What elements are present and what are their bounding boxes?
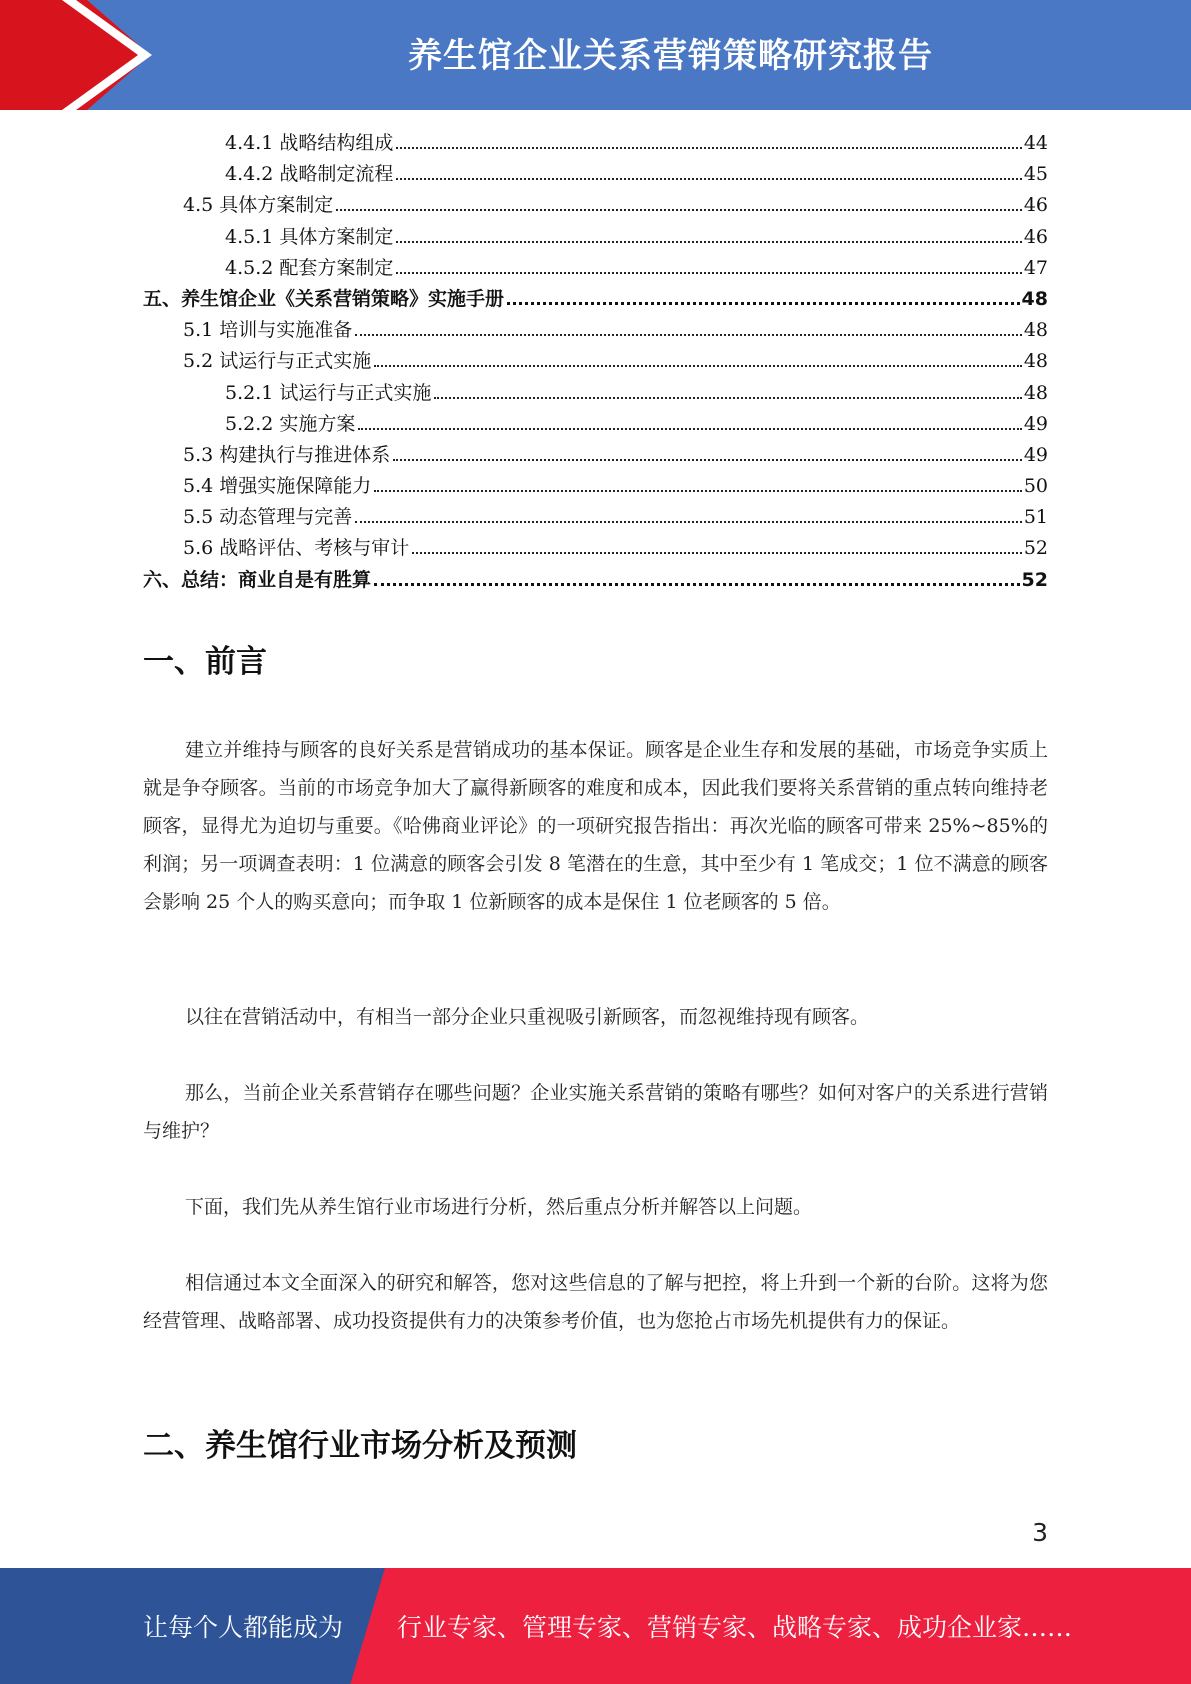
toc-entry-page: 45	[1023, 163, 1048, 186]
preface-paragraph-4: 下面，我们先从养生馆行业市场进行分析，然后重点分析并解答以上问题。	[185, 1196, 813, 1218]
toc-entry[interactable]	[143, 315, 1048, 346]
report-title: 养生馆企业关系营销策略研究报告	[408, 35, 933, 76]
toc-entry-label: 5.4 增强实施保障能力	[183, 475, 372, 498]
toc-dot-leader	[396, 272, 1021, 274]
toc-entry[interactable]	[143, 284, 1048, 315]
toc-entry-page: 48	[1023, 319, 1048, 342]
toc-entry[interactable]	[143, 565, 1048, 596]
toc-dot-leader	[374, 490, 1022, 492]
toc-entry-page: 50	[1023, 475, 1048, 498]
toc-entry-page: 48	[1023, 350, 1048, 373]
toc-entry-label: 4.4.2 战略制定流程	[225, 163, 394, 186]
section-heading-market-analysis: 二、养生馆行业市场分析及预测	[143, 1428, 577, 1464]
toc-dot-leader	[374, 583, 1020, 586]
toc-entry-page: 48	[1021, 287, 1048, 310]
toc-dot-leader	[374, 365, 1022, 367]
toc-entry-label: 4.5.2 配套方案制定	[225, 256, 394, 279]
toc-entry-page: 52	[1021, 568, 1048, 591]
toc-entry-label: 4.5.1 具体方案制定	[225, 225, 394, 248]
toc-dot-leader	[355, 521, 1022, 523]
toc-dot-leader	[396, 178, 1021, 180]
header-red-arrow	[0, 0, 150, 110]
preface-paragraph-3: 那么，当前企业关系营销存在哪些问题？企业实施关系营销的策略有哪些？如何对客户的关系进行营销与维护？	[143, 1082, 1048, 1142]
toc-entry-page: 48	[1023, 381, 1048, 404]
table-of-contents	[143, 128, 1048, 596]
toc-dot-leader	[396, 241, 1021, 243]
toc-entry[interactable]	[143, 346, 1048, 377]
toc-dot-leader	[358, 428, 1021, 430]
preface-paragraph-2: 以往在营销活动中，有相当一部分企业只重视吸引新顾客，而忽视维持现有顾客。	[185, 1006, 870, 1028]
toc-entry-page: 44	[1023, 132, 1048, 154]
toc-entry-label: 五、养生馆企业《关系营销策略》实施手册	[143, 287, 505, 310]
toc-entry-page: 52	[1023, 537, 1048, 560]
footer-slogan-right: 行业专家、管理专家、营销专家、战略专家、成功企业家……	[397, 1613, 1073, 1642]
toc-entry[interactable]	[143, 128, 1048, 159]
toc-entry[interactable]	[143, 222, 1048, 253]
toc-dot-leader	[393, 459, 1022, 461]
page-number: 3	[1032, 1518, 1048, 1547]
footer-slogan-left: 让每个人都能成为	[143, 1613, 344, 1642]
toc-entry-page: 47	[1023, 256, 1048, 279]
toc-entry-label: 5.5 动态管理与完善	[183, 506, 353, 529]
toc-entry-label: 4.4.1 战略结构组成	[225, 132, 394, 154]
toc-entry-page: 46	[1023, 225, 1048, 248]
toc-entry-label: 5.2.1 试运行与正式实施	[225, 381, 432, 404]
toc-entry-page: 46	[1023, 194, 1048, 217]
toc-entry[interactable]	[143, 471, 1048, 502]
header-banner	[0, 0, 1191, 110]
toc-entry[interactable]	[143, 190, 1048, 221]
toc-entry-label: 5.3 构建执行与推进体系	[183, 443, 391, 466]
preface-paragraph-1: 建立并维持与顾客的良好关系是营销成功的基本保证。顾客是企业生存和发展的基础，市场竞争实质上就是争夺顾客。当前的市场竞争加大了赢得新顾客的难度和成本，因此我们要将关系营销的重点转向维持老顾客，显得尤为迫切与重要。《哈佛商业评论》的一项研究报告指出：再次光临的顾客可带来 25%~85%的利润；另一项调查表明：1 位满意的顾客会引发 8 笔潜在的生意，其中至少有 1 笔成交；1 位不满意的顾客会影响 25 个人的购买意向；而争取 1 位新顾客的成本是保住 1 位老顾客的 5 倍。	[143, 739, 1048, 913]
toc-entry-label: 5.6 战略评估、考核与审计	[183, 537, 410, 560]
toc-entry-label: 5.2.2 实施方案	[225, 412, 356, 435]
toc-dot-leader	[396, 147, 1021, 149]
toc-entry[interactable]	[143, 253, 1048, 284]
toc-dot-leader	[412, 552, 1022, 554]
toc-entry-page: 49	[1023, 443, 1048, 466]
toc-entry[interactable]	[143, 533, 1048, 564]
toc-entry-label: 六、总结：商业自是有胜算	[143, 568, 372, 591]
toc-dot-leader	[434, 397, 1021, 399]
toc-entry-page: 51	[1023, 506, 1048, 529]
section-heading-preface: 一、前言	[143, 644, 267, 680]
toc-entry[interactable]	[143, 502, 1048, 533]
toc-entry-page: 49	[1023, 412, 1048, 435]
toc-entry[interactable]	[143, 378, 1048, 409]
toc-entry-label: 4.5 具体方案制定	[183, 194, 334, 217]
toc-dot-leader	[355, 334, 1022, 336]
preface-paragraph-5: 相信通过本文全面深入的研究和解答，您对这些信息的了解与把控，将上升到一个新的台阶。这将为您经营管理、战略部署、成功投资提供有力的决策参考价值，也为您抢占市场先机提供有力的保证。	[143, 1272, 1048, 1332]
toc-entry-label: 5.2 试运行与正式实施	[183, 350, 372, 373]
toc-entry[interactable]	[143, 440, 1048, 471]
toc-entry-label: 5.1 培训与实施准备	[183, 319, 353, 342]
toc-dot-leader	[336, 209, 1022, 211]
toc-entry[interactable]	[143, 159, 1048, 190]
toc-entry[interactable]	[143, 409, 1048, 440]
footer-banner	[0, 1568, 1191, 1684]
toc-dot-leader	[507, 302, 1020, 305]
